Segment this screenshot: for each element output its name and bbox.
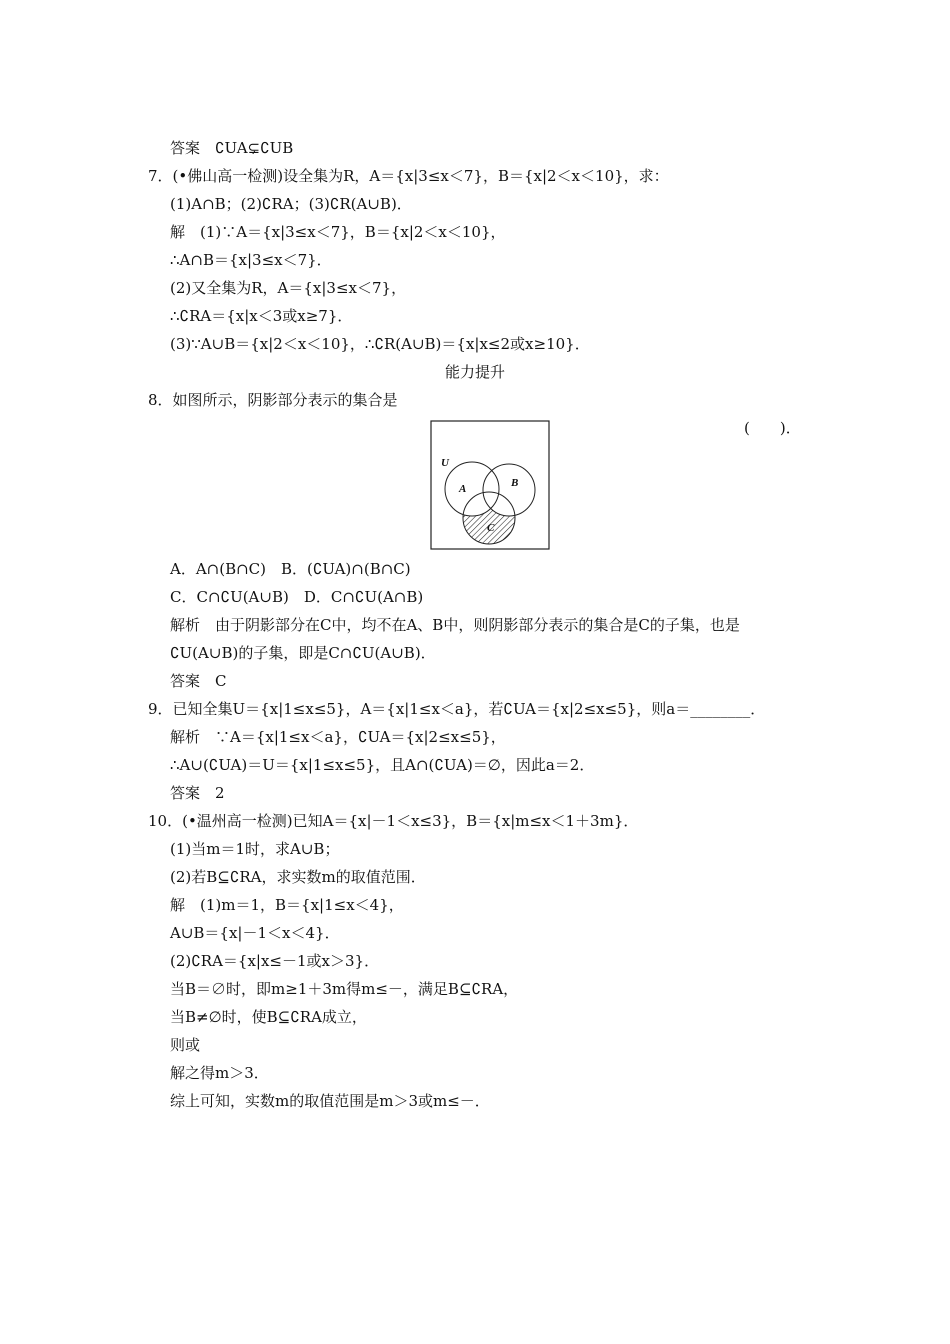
answer-line-q6: 答案 ∁UA⊊∁UB bbox=[170, 139, 294, 157]
question-7: 7．(•佛山高一检测)设全集为R，A＝{x|3≤x＜7}，B＝{x|2＜x＜10}，求： bbox=[148, 167, 669, 185]
q10-part-1: (1)当m＝1时，求A∪B； bbox=[170, 840, 340, 858]
q7-solution-1: 解 (1)∵A＝{x|3≤x＜7}，B＝{x|2＜x＜10}， bbox=[170, 223, 506, 241]
section-heading: 能力提升 bbox=[444, 363, 505, 381]
q10-solution-2: A∪B＝{x|－1＜x＜4}． bbox=[170, 924, 340, 942]
q10-solution-1: 解 (1)m＝1，B＝{x|1≤x＜4}， bbox=[170, 896, 404, 914]
question-10: 10．(•温州高一检测)已知A＝{x|－1＜x≤3}，B＝{x|m≤x＜1＋3m}． bbox=[148, 812, 639, 830]
q10-conclusion: 综上可知，实数m的取值范围是m＞3或m≤－． bbox=[170, 1092, 490, 1110]
set-c-label: C bbox=[487, 522, 495, 534]
question-8: 8．如图所示，阴影部分表示的集合是 bbox=[148, 391, 398, 409]
q10-part-2: (2)若B⊆∁RA，求实数m的取值范围． bbox=[170, 868, 426, 886]
set-b-label: B bbox=[511, 477, 519, 489]
q9-analysis-1: 解析 ∵A＝{x|1≤x＜a}，∁UA＝{x|2≤x≤5}， bbox=[170, 728, 506, 746]
q8-options-ab: A．A∩(B∩C) B．(∁UA)∩(B∩C) bbox=[170, 560, 411, 578]
q8-analysis-1: 解析 由于阴影部分在C中，均不在A、B中，则阴影部分表示的集合是C的子集，也是 bbox=[170, 616, 740, 634]
q10-solution-6: 则或 bbox=[170, 1036, 201, 1054]
q10-solution-4: 当B＝∅时，即m≥1＋3m得m≤－，满足B⊆∁RA， bbox=[170, 980, 519, 998]
q7-solution-4: ∴∁RA＝{x|x＜3或x≥7}． bbox=[170, 307, 353, 325]
q7-solution-2: ∴A∩B＝{x|3≤x＜7}． bbox=[170, 251, 332, 269]
q9-analysis-2: ∴A∪(∁UA)＝U＝{x|1≤x≤5}，且A∩(∁UA)＝∅，因此a＝2． bbox=[170, 756, 595, 774]
q8-options-cd: C．C∩∁U(A∪B) D．C∩∁U(A∩B) bbox=[170, 588, 424, 606]
q10-solution-3: (2)∁RA＝{x|x≤－1或x＞3}． bbox=[170, 952, 380, 970]
q7-parts: (1)A∩B；(2)∁RA；(3)∁R(A∪B)． bbox=[170, 195, 412, 213]
q9-answer: 答案 2 bbox=[170, 784, 225, 802]
universe-label: U bbox=[441, 457, 449, 469]
question-9: 9．已知全集U＝{x|1≤x≤5}，A＝{x|1≤x＜a}，若∁UA＝{x|2≤x≤5}，则a＝________． bbox=[148, 700, 766, 718]
q8-answer: 答案 C bbox=[170, 672, 227, 690]
q10-solution-5: 当B≠∅时，使B⊆∁RA成立， bbox=[170, 1008, 367, 1026]
q7-solution-3: (2)又全集为R，A＝{x|3≤x＜7}， bbox=[170, 279, 407, 297]
venn-diagram bbox=[430, 420, 550, 550]
answer-bracket: ( )． bbox=[744, 419, 801, 437]
set-a-label: A bbox=[459, 483, 467, 495]
q10-solution-7: 解之得m＞3． bbox=[170, 1064, 269, 1082]
q7-solution-5: (3)∵A∪B＝{x|2＜x＜10}，∴∁R(A∪B)＝{x|x≤2或x≥10}． bbox=[170, 335, 590, 353]
q8-analysis-2: ∁U(A∪B)的子集，即是C∩∁U(A∪B)． bbox=[170, 644, 436, 662]
